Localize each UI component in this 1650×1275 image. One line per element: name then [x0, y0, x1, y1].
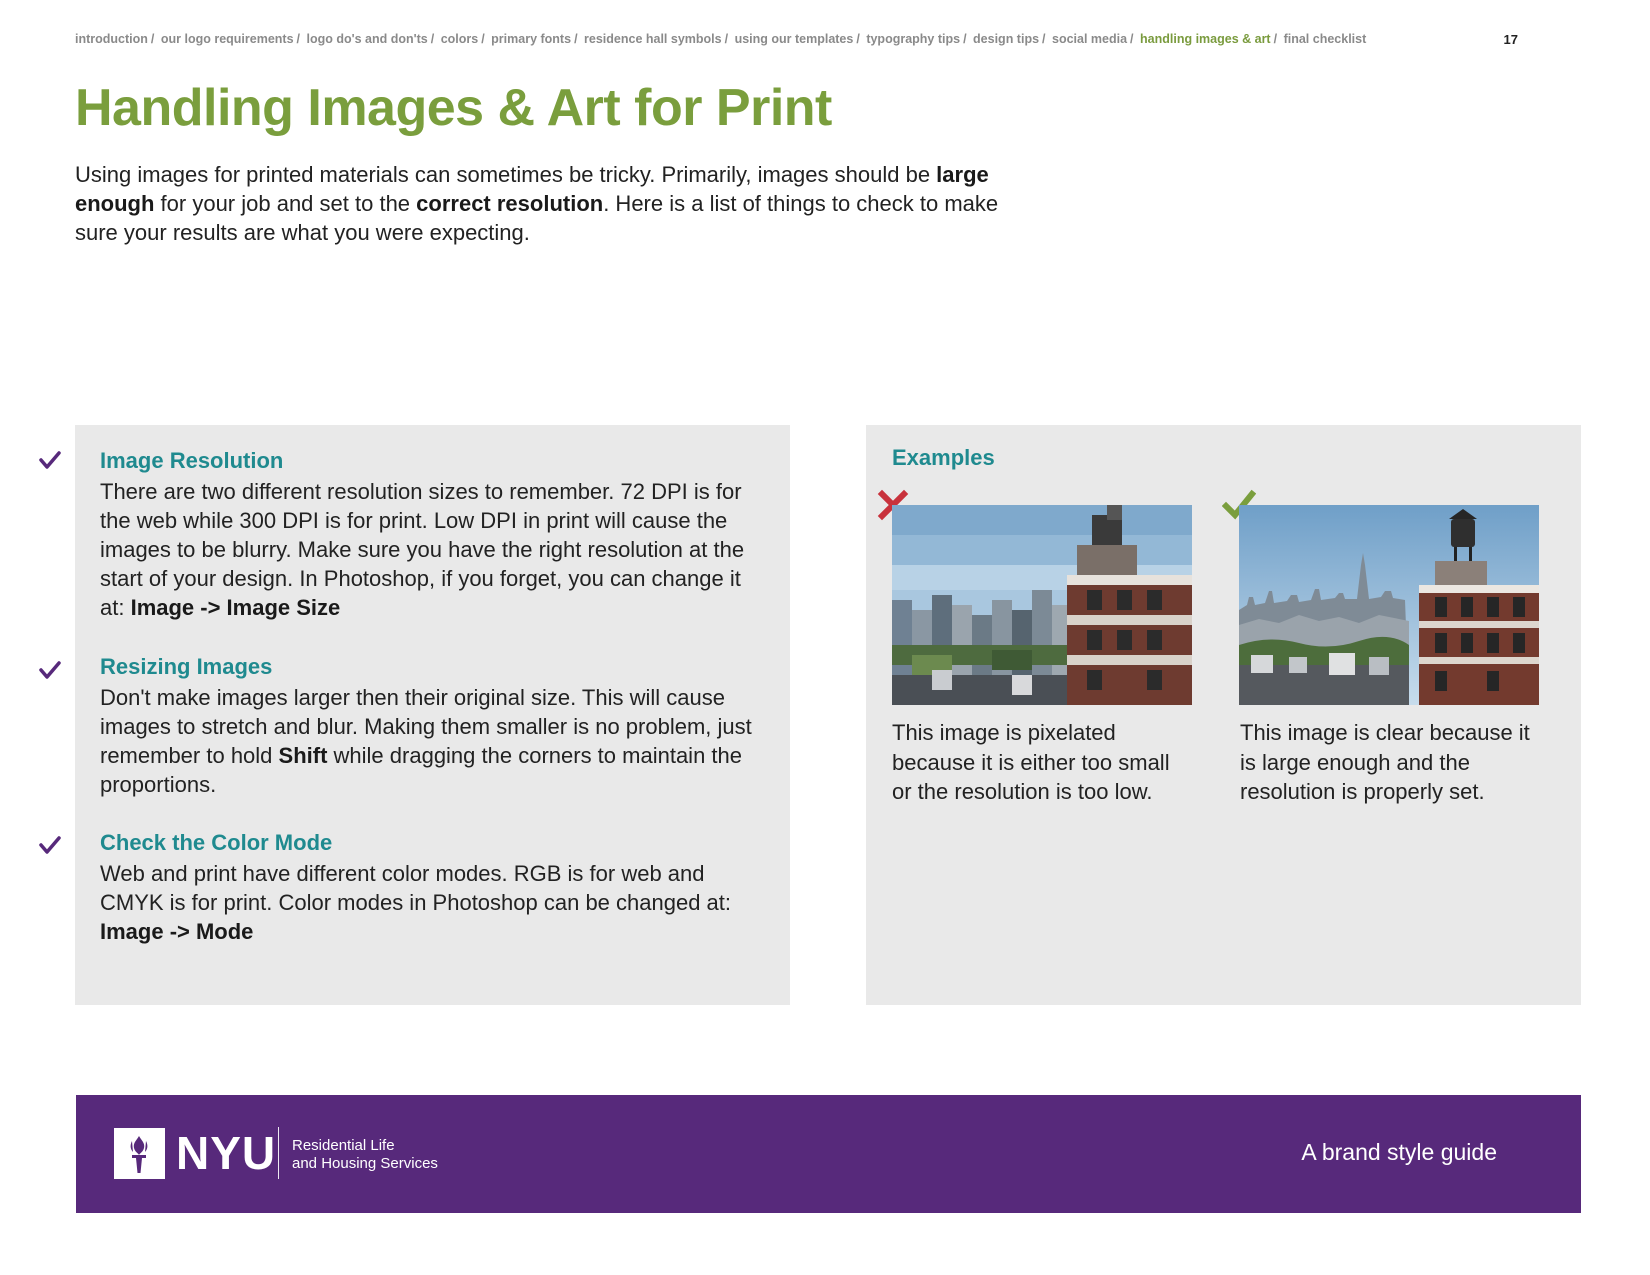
department-line: Residential Life [292, 1137, 395, 1154]
bad-example-caption: This image is pixelated because it is either too small or the resolution is too low. [892, 720, 1170, 804]
page-title: Handling Images & Art for Print [75, 79, 832, 137]
section-text: There are two different resolution sizes to remember. 72 DPI is for the web while 300 DPI is for print. Low DPI in print will cause the images to be blurry. Make sure you have the right resolution at the start of your design. In Photoshop, if you forget, you can change it at: [100, 479, 745, 620]
section-color-mode [100, 829, 770, 946]
clear-city-image [1239, 505, 1539, 705]
checkmark-icon [38, 658, 62, 682]
footer-banner [76, 1095, 1581, 1213]
section-title: Image Resolution [100, 448, 284, 473]
breadcrumb-item[interactable]: primary fonts [491, 32, 572, 46]
section-text: while dragging the corners to maintain the proportions. [100, 743, 742, 797]
breadcrumb-item[interactable]: our logo requirements [160, 32, 294, 46]
torch-logo-icon [114, 1128, 165, 1179]
nyu-wordmark: NYU [176, 1127, 277, 1179]
section-text: Don't make images larger then their original size. This will cause images to stretch and blur. Making them smaller is no problem, just remember to hold [100, 685, 752, 768]
section-body [100, 859, 770, 946]
breadcrumb-item[interactable]: colors [440, 32, 479, 46]
breadcrumb-item[interactable]: final checklist [1283, 32, 1367, 46]
breadcrumb-item[interactable]: social media [1052, 32, 1128, 46]
checkmark-icon [38, 833, 62, 857]
checkmark-icon [38, 448, 62, 472]
examples-title: Examples [892, 445, 995, 470]
tagline: A brand style guide [1301, 1139, 1497, 1165]
intro-bold: large enough [75, 162, 989, 216]
breadcrumb-item[interactable]: residence hall symbols [584, 32, 722, 46]
intro-text: Using images for printed materials can sometimes be tricky. Primarily, images should be [75, 162, 937, 187]
department-name [292, 1137, 438, 1173]
logo-divider [278, 1127, 279, 1179]
breadcrumb-item[interactable]: design tips [973, 32, 1040, 46]
department-line: and Housing Services [292, 1155, 438, 1172]
section-image-resolution [100, 447, 770, 622]
breadcrumb: introduction / our logo requirements / logo do's and don'ts / colors / primary fonts / residence hall symbols / using our templates / typography tips / design tips / social media / handling images & art / final checklist [75, 32, 1367, 46]
section-title: Resizing Images [100, 654, 273, 679]
good-example-caption: This image is clear because it is large enough and the resolution is properly set. [1240, 720, 1530, 804]
breadcrumb-item[interactable]: introduction [75, 32, 148, 46]
breadcrumb-item[interactable]: logo do's and don'ts [306, 32, 428, 46]
pixelated-city-image [892, 505, 1192, 705]
section-title: Check the Color Mode [100, 830, 333, 855]
breadcrumb-item-active[interactable]: handling images & art [1140, 32, 1271, 46]
intro-paragraph [75, 160, 1035, 247]
section-bold: Image -> Image Size [130, 595, 341, 620]
page-number: 17 [1503, 32, 1518, 47]
section-text: Web and print have different color modes. RGB is for web and CMYK is for print. Color modes in Photoshop can be changed at: [100, 861, 732, 915]
section-body [100, 477, 770, 622]
section-bold: Image -> Mode [100, 919, 254, 944]
section-resizing-images [100, 653, 770, 799]
section-body [100, 683, 770, 799]
intro-text: for your job and set to the [154, 191, 417, 216]
intro-text: . Here is a list of things to check to make sure your results are what you were expecting. [75, 191, 999, 245]
breadcrumb-item[interactable]: using our templates [734, 32, 854, 46]
section-bold: Shift [278, 743, 328, 768]
breadcrumb-item[interactable]: typography tips [866, 32, 961, 46]
intro-bold: correct resolution [416, 191, 604, 216]
